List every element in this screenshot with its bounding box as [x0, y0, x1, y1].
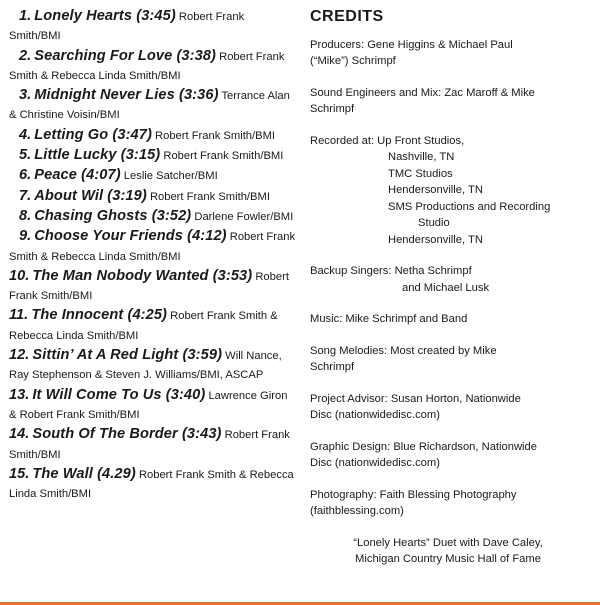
track-title: Letting Go (3:47): [34, 126, 152, 143]
track-credit: Robert Frank Smith/BMI: [163, 150, 284, 163]
track-title: The Innocent (4:25): [31, 307, 168, 324]
track-credit: Leslie Satcher/BMI: [123, 170, 218, 183]
track-title: Lonely Hearts (3:45): [34, 8, 176, 24]
track-title: South Of The Border (3:43): [32, 426, 222, 443]
track-number: 15.: [9, 465, 30, 482]
track-item: [9, 465, 297, 505]
track-number: 10.: [9, 267, 30, 284]
track-item: [9, 306, 297, 346]
track-title: About Wil (3:19): [34, 187, 147, 204]
track-title: Midnight Never Lies (3:36): [34, 87, 219, 104]
track-number: 4.: [19, 126, 32, 143]
track-credit: Will Nance, Ray Stephenson & Steven J. Williams/BMI, ASCAP: [9, 350, 282, 382]
track-number: 2.: [19, 47, 32, 64]
track-item: [9, 166, 297, 186]
track-credit: Robert Frank Smith & Rebecca Linda Smith/BMI: [9, 468, 294, 501]
track-list: [9, 7, 297, 504]
track-item: [9, 346, 297, 386]
track-item: [9, 146, 297, 166]
track-number: 3.: [19, 87, 32, 104]
music-credit: Music: Mike Schrimpf and Band: [310, 313, 468, 325]
track-credit: Robert Frank Smith & Rebecca Linda Smith/BMI: [9, 50, 285, 82]
track-credit: Darlene Fowler/BMI: [194, 210, 294, 223]
track-number: 8.: [19, 207, 32, 224]
track-title: Little Lucky (3:15): [34, 147, 161, 164]
sound-engineers-credit: Sound Engineers and Mix: Zac Maroff & Mike Schrimpf: [310, 86, 535, 115]
track-item: [9, 386, 297, 426]
track-number: 11.: [9, 307, 29, 324]
track-item: [9, 86, 297, 126]
recorded-at-credit: Recorded at: Up Front Studios, Nashville, TN TMC Studios Hendersonville, TN SMS Productions and Recording Studio Hendersonville, TN: [310, 134, 551, 246]
track-number: 5.: [19, 147, 32, 164]
track-number: 6.: [19, 167, 32, 184]
track-number: 14.: [9, 426, 30, 443]
track-title: Chasing Ghosts (3:52): [34, 207, 192, 224]
track-credit: Terrance Alan & Christine Voisin/BMI: [9, 90, 290, 122]
photography-credit: Photography: Faith Blessing Photography (faithblessing.com): [310, 488, 517, 517]
track-title: It Will Come To Us (3:40): [32, 386, 206, 403]
song-melodies-credit: Song Melodies: Most created by Mike Schrimpf: [310, 344, 497, 373]
track-item: [9, 7, 297, 47]
track-title: Peace (4:07): [34, 167, 121, 184]
track-number: 9.: [19, 228, 32, 245]
track-number: 1.: [19, 8, 32, 24]
credits-heading: CREDITS: [310, 8, 384, 25]
graphic-design-credit: Graphic Design: Blue Richardson, Nationwide Disc (nationwidedisc.com): [310, 440, 537, 469]
track-credit: Robert Frank Smith & Rebecca Linda Smith/BMI: [9, 231, 296, 263]
duet-note: “Lonely Hearts” Duet with Dave Caley, Michigan Country Music Hall of Fame: [353, 536, 543, 565]
project-advisor-credit: Project Advisor: Susan Horton, Nationwide Disc (nationwidedisc.com): [310, 392, 521, 421]
track-title: Sittin’ At A Red Light (3:59): [32, 347, 223, 364]
track-credit: Robert Frank Smith/BMI: [155, 129, 276, 142]
track-number: 13.: [9, 386, 30, 403]
track-item: [9, 425, 297, 465]
track-credit: Lawrence Giron & Robert Frank Smith/BMI: [9, 389, 288, 421]
track-credit: Robert Frank Smith/BMI: [149, 190, 270, 203]
track-credit: Robert Frank Smith/BMI: [9, 429, 290, 461]
track-item: [9, 227, 297, 267]
track-credit: Robert Frank Smith & Rebecca Linda Smith/BMI: [9, 310, 278, 342]
track-item: [9, 47, 297, 87]
track-title: The Wall (4.29): [32, 465, 136, 482]
credits-panel: [310, 9, 592, 583]
track-number: 12.: [9, 347, 30, 364]
track-credit: Robert Frank Smith/BMI: [9, 11, 245, 43]
track-item: [9, 187, 297, 207]
backup-singers-credit: Backup Singers: Netha Schrimpf and Michael Lusk: [310, 265, 490, 294]
track-item: [9, 207, 297, 227]
track-title: Searching For Love (3:38): [34, 47, 217, 64]
track-credit: Robert Frank Smith/BMI: [9, 270, 289, 303]
track-item: [9, 267, 297, 307]
track-title: The Man Nobody Wanted (3:53): [32, 267, 253, 284]
track-number: 7.: [19, 187, 32, 204]
track-item: [9, 126, 297, 146]
track-title: Choose Your Friends (4:12): [34, 228, 227, 245]
producers-credit: Producers: Gene Higgins & Michael Paul (“Mike”) Schrimpf: [310, 38, 513, 67]
